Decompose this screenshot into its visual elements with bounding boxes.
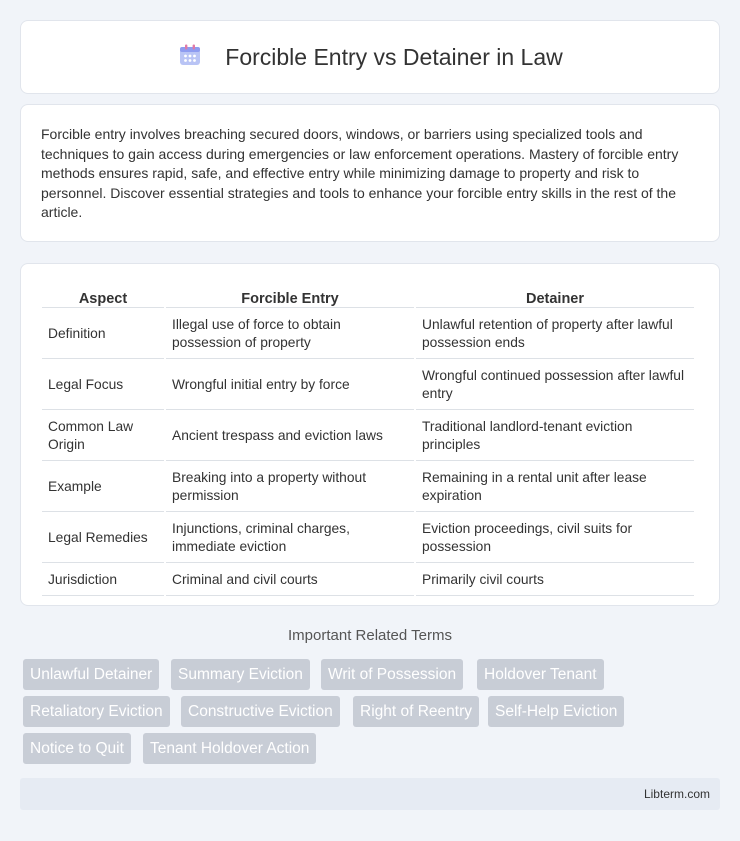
table-row bbox=[42, 565, 694, 596]
cell-detainer: Primarily civil courts bbox=[416, 565, 694, 596]
cell-forcible-entry: Criminal and civil courts bbox=[166, 565, 414, 596]
cell-detainer: Eviction proceedings, civil suits for possession bbox=[416, 514, 694, 563]
term-tag[interactable]: Right of Reentry bbox=[353, 696, 479, 727]
header-forcible-entry: Forcible Entry bbox=[166, 288, 414, 308]
term-tag[interactable]: Retaliatory Eviction bbox=[23, 696, 170, 727]
term-tag[interactable]: Tenant Holdover Action bbox=[143, 733, 316, 764]
table-row bbox=[42, 514, 694, 563]
cell-aspect: Definition bbox=[42, 310, 164, 359]
related-terms-title: Important Related Terms bbox=[288, 627, 452, 644]
cell-aspect: Legal Focus bbox=[42, 361, 164, 410]
header-detainer: Detainer bbox=[416, 288, 694, 308]
header-aspect: Aspect bbox=[42, 288, 164, 308]
cell-forcible-entry: Illegal use of force to obtain possession of property bbox=[166, 310, 414, 359]
table-row bbox=[42, 412, 694, 461]
term-tag[interactable]: Notice to Quit bbox=[23, 733, 131, 764]
footer bbox=[20, 778, 720, 810]
table-header-row bbox=[42, 288, 694, 308]
intro-card bbox=[20, 104, 720, 242]
footer-site-link[interactable]: Libterm.com bbox=[643, 787, 710, 801]
table-row bbox=[42, 361, 694, 410]
cell-forcible-entry: Injunctions, criminal charges, immediate eviction bbox=[166, 514, 414, 563]
cell-detainer: Wrongful continued possession after lawful entry bbox=[416, 361, 694, 410]
cell-forcible-entry: Breaking into a property without permission bbox=[166, 463, 414, 512]
comparison-table bbox=[40, 286, 696, 598]
term-tag[interactable]: Writ of Possession bbox=[321, 659, 463, 690]
cell-detainer: Unlawful retention of property after lawful possession ends bbox=[416, 310, 694, 359]
term-tag[interactable]: Unlawful Detainer bbox=[23, 659, 159, 690]
term-tag[interactable]: Holdover Tenant bbox=[477, 659, 604, 690]
table-row bbox=[42, 310, 694, 359]
cell-detainer: Traditional landlord-tenant eviction principles bbox=[416, 412, 694, 461]
cell-aspect: Common Law Origin bbox=[42, 412, 164, 461]
cell-forcible-entry: Ancient trespass and eviction laws bbox=[166, 412, 414, 461]
page-title: Forcible Entry vs Detainer in Law bbox=[225, 43, 563, 70]
header-card bbox=[20, 20, 720, 94]
term-tag[interactable]: Summary Eviction bbox=[171, 659, 310, 690]
cell-detainer: Remaining in a rental unit after lease expiration bbox=[416, 463, 694, 512]
term-tag[interactable]: Constructive Eviction bbox=[181, 696, 340, 727]
cell-aspect: Legal Remedies bbox=[42, 514, 164, 563]
calendar-icon bbox=[177, 42, 203, 73]
term-tag[interactable]: Self-Help Eviction bbox=[488, 696, 624, 727]
cell-aspect: Jurisdiction bbox=[42, 565, 164, 596]
table-row bbox=[42, 463, 694, 512]
comparison-card bbox=[20, 263, 720, 606]
intro-text: Forcible entry involves breaching secured doors, windows, or barriers using specialized tools and techniques to gain access during emergencies or law enforcement operations. Mastery of forcible entry methods ensures rapid, safe, and effective entry while minimizing damage to property and risk to personnel. Discover essential strategies and tools to enhance your forcible entry skills in the rest of the article. bbox=[41, 126, 679, 221]
cell-forcible-entry: Wrongful initial entry by force bbox=[166, 361, 414, 410]
cell-aspect: Example bbox=[42, 463, 164, 512]
header-title-wrap bbox=[177, 42, 562, 73]
